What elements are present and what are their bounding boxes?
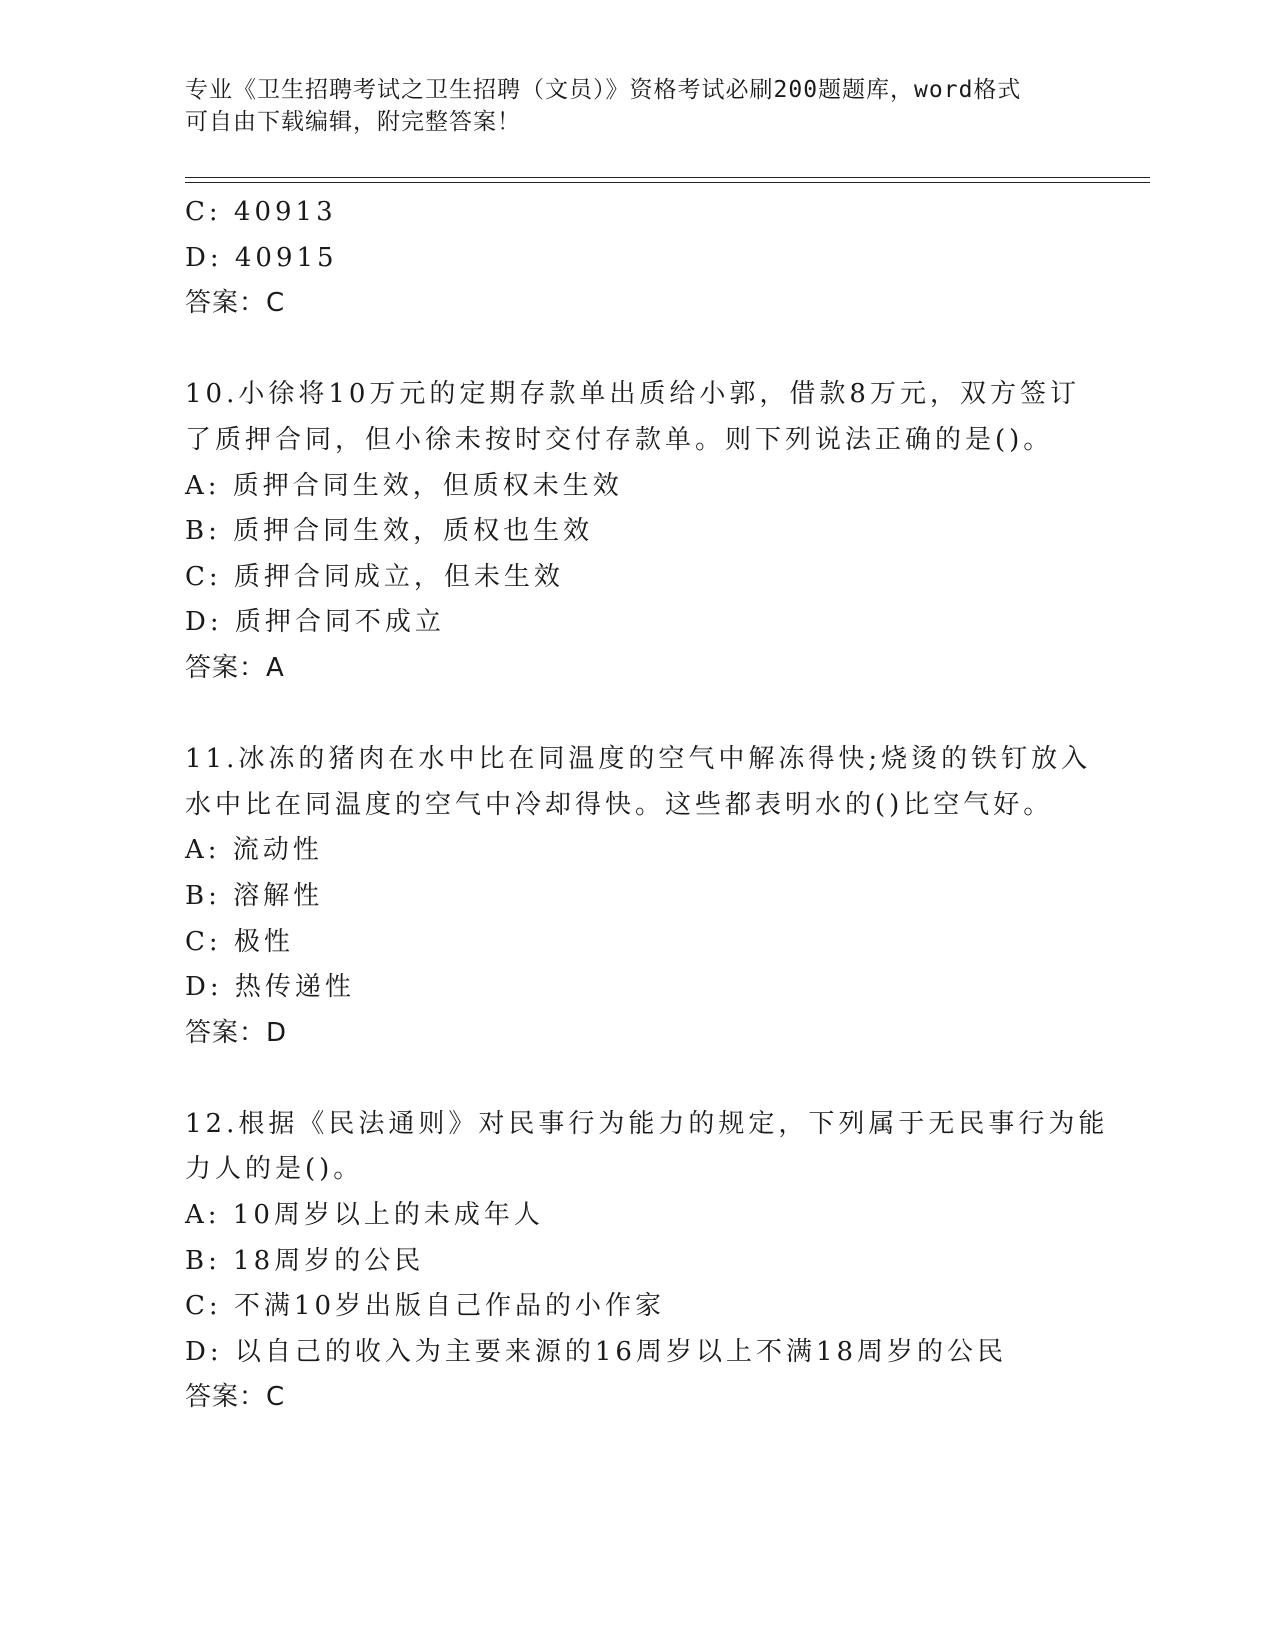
previous-question-tail	[185, 190, 1085, 327]
answer-line: 答案：D	[185, 1017, 288, 1048]
option-c: C: 质押合同成立，但未生效	[185, 561, 564, 592]
spacer	[185, 1056, 1085, 1102]
question-stem-line: 力人的是()。	[185, 1154, 364, 1185]
header-divider-top	[185, 177, 1150, 178]
question-stem-line: 11.冰冻的猪肉在水中比在同温度的空气中解冻得快;烧烫的铁钉放入	[185, 744, 1092, 775]
option-b: B: 18周岁的公民	[185, 1245, 425, 1276]
header-title-line-2: 可自由下载编辑，附完整答案！	[185, 109, 521, 135]
option-d: D: 40915	[185, 242, 338, 273]
document-header	[185, 74, 1065, 138]
question-stem-line: 了质押合同，但小徐未按时交付存款单。则下列说法正确的是()。	[185, 424, 1054, 455]
spacer	[185, 692, 1085, 738]
option-b: B: 质押合同生效，质权也生效	[185, 516, 594, 547]
option-c: C: 极性	[185, 926, 294, 957]
option-d: D: 热传递性	[185, 972, 355, 1003]
question-11	[185, 737, 1092, 1056]
answer-line: 答案：A	[185, 652, 285, 683]
option-d: D: 以自己的收入为主要来源的16周岁以上不满18周岁的公民	[185, 1336, 1008, 1367]
header-divider-bottom	[185, 182, 1150, 183]
option-a: A: 流动性	[185, 835, 323, 866]
option-a: A: 质押合同生效，但质权未生效	[185, 470, 623, 501]
option-c: C: 不满10岁出版自己作品的小作家	[185, 1291, 666, 1322]
option-d: D: 质押合同不成立	[185, 607, 445, 638]
answer-line: 答案：C	[185, 1382, 286, 1413]
question-stem-line: 水中比在同温度的空气中冷却得快。这些都表明水的()比空气好。	[185, 789, 1054, 820]
question-12	[185, 1102, 1109, 1421]
option-a: A: 10周岁以上的未成年人	[185, 1200, 544, 1231]
header-title-line-1: 专业《卫生招聘考试之卫生招聘（文员）》资格考试必刷200题题库，word格式	[185, 77, 1022, 103]
question-stem-line: 12.根据《民法通则》对民事行为能力的规定，下列属于无民事行为能	[185, 1108, 1109, 1139]
question-10	[185, 372, 1085, 691]
spacer	[185, 327, 1085, 373]
question-stem-line: 10.小徐将10万元的定期存款单出质给小郭，借款8万元，双方签订	[185, 379, 1080, 410]
option-c: C: 40913	[185, 197, 337, 227]
answer-line: 答案：C	[185, 288, 286, 319]
question-list	[185, 190, 1109, 1421]
option-b: B: 溶解性	[185, 880, 324, 911]
